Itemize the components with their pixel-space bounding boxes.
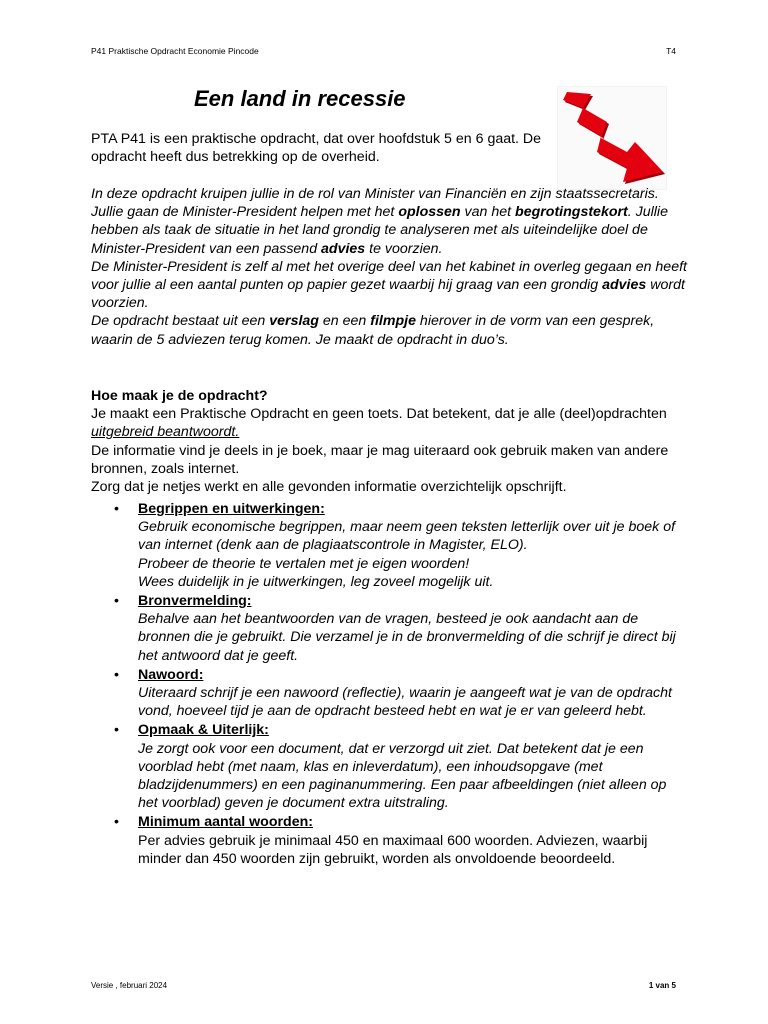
rules-list bbox=[114, 500, 684, 869]
header-right: T4 bbox=[666, 46, 676, 56]
scenario-paragraph-3: De opdracht bestaat uit een verslag en een filmpje hierover in de vorm van een gesprek, waarin de 5 adviezen terug komen. Je maakt de opdracht in duo’s. bbox=[91, 313, 655, 348]
howto-paragraph-1: Je maakt een Praktische Opdracht en geen toets. Dat betekent, dat je alle (deel)opdrachten uitgebreid beantwoordt. bbox=[91, 406, 667, 441]
bullet-icon: • bbox=[114, 593, 119, 610]
rule-body: Per advies gebruik je minimaal 450 en maximaal 600 woorden. Adviezen, waarbij minder dan 450 woorden zijn gebruikt, worden als onvoldoende beoordeeld. bbox=[138, 832, 648, 867]
rule-body: Probeer de theorie te vertalen met je eigen woorden! bbox=[138, 555, 470, 572]
rule-body: Uiteraard schrijf je een nawoord (reflectie), waarin je aangeeft wat je van de opdracht vond, hoeveel tijd je aan de opdracht besteed hebt en wat je er van geleerd hebt. bbox=[138, 685, 672, 720]
scenario-paragraph-2: De Minister-President is zelf al met het overige deel van het kabinet in overleg gegaan en heeft voor jullie al een aantal punten op papier gezet waarbij hij graag van een grondig advies wordt voorzien. bbox=[91, 258, 687, 312]
howto-section bbox=[91, 387, 691, 496]
red-downtrend-arrow-icon bbox=[557, 86, 667, 190]
howto-heading: Hoe maak je de opdracht? bbox=[91, 388, 268, 404]
rule-body: Behalve aan het beantwoorden van de vragen, besteed je ook aandacht aan de bronnen die je gebruikt. Die verzamel je in de bronvermelding of die schrijf je direct bij het antwoord dat je geeft. bbox=[138, 611, 676, 664]
document-title: Een land in recessie bbox=[194, 86, 406, 111]
page-header bbox=[91, 46, 676, 56]
howto-paragraph-2: De informatie vind je deels in je boek, maar je mag uiteraard ook gebruik maken van andere bronnen, zoals internet. bbox=[91, 442, 669, 477]
rule-body: Wees duidelijk in je uitwerkingen, leg zoveel mogelijk uit. bbox=[138, 573, 494, 590]
list-item bbox=[114, 500, 684, 591]
bullet-icon: • bbox=[114, 722, 119, 739]
rule-title: Begrippen en uitwerkingen: bbox=[138, 501, 325, 517]
rule-body: Je zorgt ook voor een document, dat er verzorgd uit ziet. Dat betekent dat je een voorblad hebt (met naam, klas en inleverdatum), een inhoudsopgave (met bladzijdenummers) en een paginanummering. Een paar afbeeldingen (niet alleen op het voorblad) geven je document extra uitstraling. bbox=[138, 740, 667, 812]
rule-title: Opmaak & Uiterlijk: bbox=[138, 722, 269, 739]
bullet-icon: • bbox=[114, 666, 119, 683]
rule-title: Bronvermelding: bbox=[138, 593, 252, 610]
list-item bbox=[114, 592, 684, 665]
rule-title: Nawoord: bbox=[138, 666, 204, 683]
scenario-paragraph-1: In deze opdracht kruipen jullie in de rol van Minister van Financiën en zijn staatssecretaris. Jullie gaan de Minister-President helpen met het oplossen van het begrotingstekort. Jullie hebben als taak de situatie in het land grondig te analyseren met als uiteindelijke doel de Minister-President van een passend advies te voorzien. bbox=[91, 186, 668, 257]
rule-title: Minimum aantal woorden: bbox=[138, 814, 313, 831]
page-number: 1 van 5 bbox=[648, 981, 676, 990]
intro-paragraph: PTA P41 is een praktische opdracht, dat over hoofdstuk 5 en 6 gaat. De opdracht heeft dus betrekking op de overheid. bbox=[91, 131, 542, 165]
header-left: P41 Praktische Opdracht Economie Pincode bbox=[91, 46, 259, 56]
list-item bbox=[114, 721, 684, 812]
howto-paragraph-3: Zorg dat je netjes werkt en alle gevonden informatie overzichtelijk opschrijft. bbox=[91, 479, 567, 496]
footer-version: Versie , februari 2024 bbox=[91, 981, 168, 990]
scenario-text bbox=[91, 185, 691, 349]
list-item bbox=[114, 813, 684, 868]
rule-body: Gebruik economische begrippen, maar neem geen teksten letterlijk over uit je boek of van internet (denk aan de plagiaatscontrole in Magister, ELO). bbox=[138, 519, 676, 554]
list-item bbox=[114, 666, 684, 721]
bullet-icon: • bbox=[114, 814, 119, 831]
bullet-icon: • bbox=[114, 501, 119, 517]
